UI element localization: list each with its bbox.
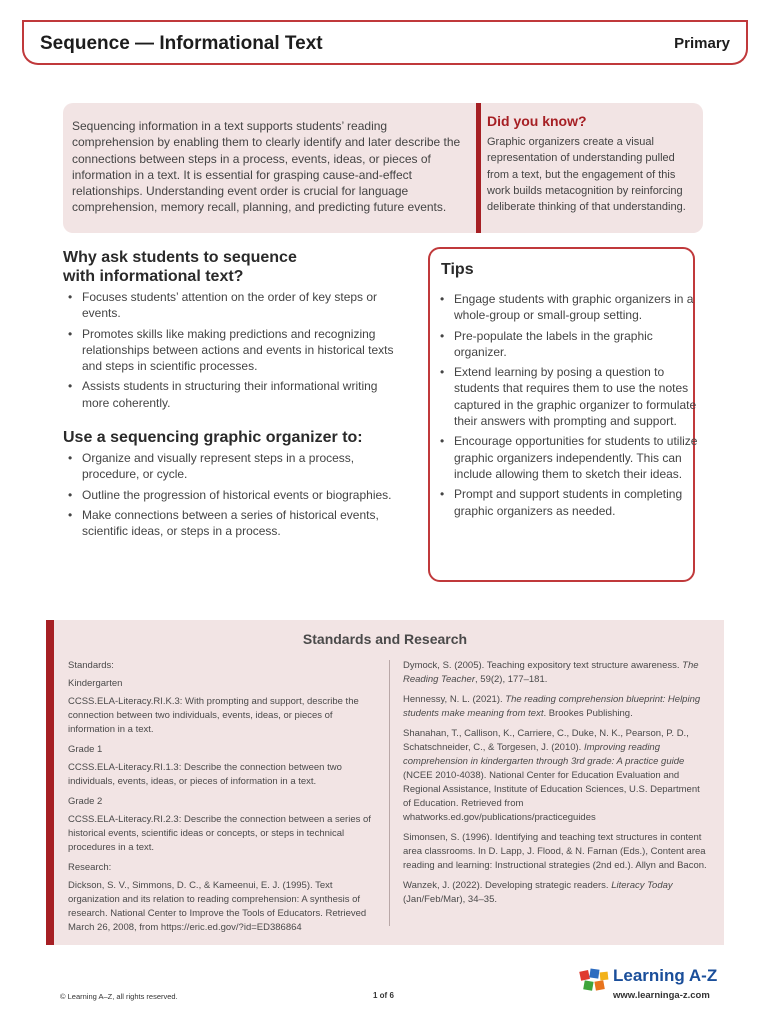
list-item: • Organize and visually represent steps in a process, procedure, or cycle. [82,450,394,483]
logo-name: Learning A-Z [613,966,718,985]
list-item: • Pre-populate the labels in the graphic organizer. [454,328,699,361]
standards-bar [46,620,54,945]
list-item: • Encourage opportunities for students to utilize graphic organizers independently. This can include allowing them to sketch their ideas. [454,433,699,482]
tips-panel [428,247,698,582]
list-item: • Make connections between a series of historical events, scientific ideas, or steps in a process. [82,507,394,540]
grade-level-label: Primary [674,35,730,52]
why-heading-line1: Why ask students to sequence [63,249,297,266]
standards-column-right [403,659,708,913]
use-list [63,450,394,539]
list-item: • Focuses students’ attention on the order of key steps or events. [82,289,394,322]
reference-hennessy: Hennessy, N. L. (2021). The reading comprehension blueprint: Helping students make meaning from text. Brookes Publishing. [403,694,701,719]
reference-wanzek: Wanzek, J. (2022). Developing strategic readers. Literacy Today (Jan/Feb/Mar), 34–35. [403,880,673,905]
website-link[interactable]: www.learninga-z.com [613,990,710,1001]
logo-icon [578,967,610,993]
reference-shanahan: Shanahan, T., Callison, K., Carriere, C., Duke, N. K., Pearson, P. D., Schatschneider, C., & Torgesen, J. (2010). Improving reading comprehension in kindergarten through 3rd grade: A practice guide (NCEE 2010-4038). National Center for Education Evaluation and Regional Assistance, Institute of Education Sciences, U.S. Department of Education. Retrieved from whatworks.ed.gov/publications/practiceguides [403,728,700,823]
grade2-label: Grade 2 [68,796,103,807]
list-item: • Prompt and support students in completing graphic organizers as needed. [454,486,699,519]
reference-dickson: Dickson, S. V., Simmons, D. C., & Kameenui, E. J. (1995). Text organization and its relation to reading comprehension: A synthesis of research. National Center to Improve the Tools of Educators. Retrieved March 26, 2008, from https://eric.ed.gov/?id=ED386864 [68,880,367,933]
list-item: • Promotes skills like making predictions and recognizing relationships between actions and events in historical texts and steps in scientific processes. [82,326,394,375]
kindergarten-label: Kindergarten [68,678,123,689]
copyright-text: © Learning A–Z, all rights reserved. [60,992,178,1001]
use-heading: Use a sequencing graphic organizer to: [63,429,363,446]
standards-column-left [68,659,373,941]
tips-heading: Tips [441,261,474,278]
tips-list [435,291,699,523]
did-you-know-title: Did you know? [487,113,587,129]
standards-heading: Standards and Research [302,631,468,647]
why-list [63,289,394,411]
standard-k: CCSS.ELA-Literacy.RI.K.3: With prompting and support, describe the connection between two individuals, events, ideas, or pieces of information in a text. [68,696,359,735]
page-header [22,20,748,65]
page-title: Sequence — Informational Text [40,33,323,54]
reference-simonsen: Simonsen, S. (1996). Identifying and teaching text structures in content area classrooms. In D. Lapp, J. Flood, & N. Farnan (Eds.), Content area reading and learning: Instructional strategies (2nd ed.). Allyn and Bacon. [403,832,707,871]
list-item: • Extend learning by posing a question to students that requires them to use the notes captured in the graphic organizer to formulate their answers with prompting and support. [454,364,699,429]
learning-az-logo[interactable] [578,966,718,1004]
grade1-label: Grade 1 [68,744,103,755]
column-divider [389,660,390,926]
reference-dymock: Dymock, S. (2005). Teaching expository text structure awareness. The Reading Teacher, 59(2), 177–181. [403,660,699,685]
standards-panel [46,620,724,945]
did-you-know-text: Graphic organizers create a visual representation of understanding pulled from a text, but the engagement of this work builds metacognition by reinforcing deliberate thinking of that understanding. [487,136,686,214]
why-heading-line2: with informational text? [63,268,244,285]
list-item: • Outline the progression of historical events or biographies. [82,487,394,503]
standard-g2: CCSS.ELA-Literacy.RI.2.3: Describe the connection between a series of historical events, scientific ideas or concepts, or steps in technical procedures in a text. [68,814,371,853]
use-section [63,428,403,543]
list-item: • Assists students in structuring their informational writing more coherently. [82,378,394,411]
intro-text: Sequencing information in a text supports students’ reading comprehension by enabling them to clearly identify and later describe the connections between steps in a process, events, ideas, or pieces of information in a text. It is essential for grasping cause-and-effect relationships. Understanding event order is crucial for language comprehension, memory recall, planning, and predicting future events. [72,119,461,215]
research-label: Research: [68,862,112,873]
standard-g1: CCSS.ELA-Literacy.RI.1.3: Describe the connection between two individuals, events, ideas, or pieces of information in a text. [68,762,342,787]
intro-panel [63,103,703,233]
list-item: • Engage students with graphic organizers in a whole-group or small-group setting. [454,291,699,324]
standards-label: Standards: [68,660,114,671]
why-section [63,248,403,415]
why-heading [63,248,403,286]
did-you-know-bar [476,103,481,233]
page-number: 1 of 6 [373,991,394,1000]
